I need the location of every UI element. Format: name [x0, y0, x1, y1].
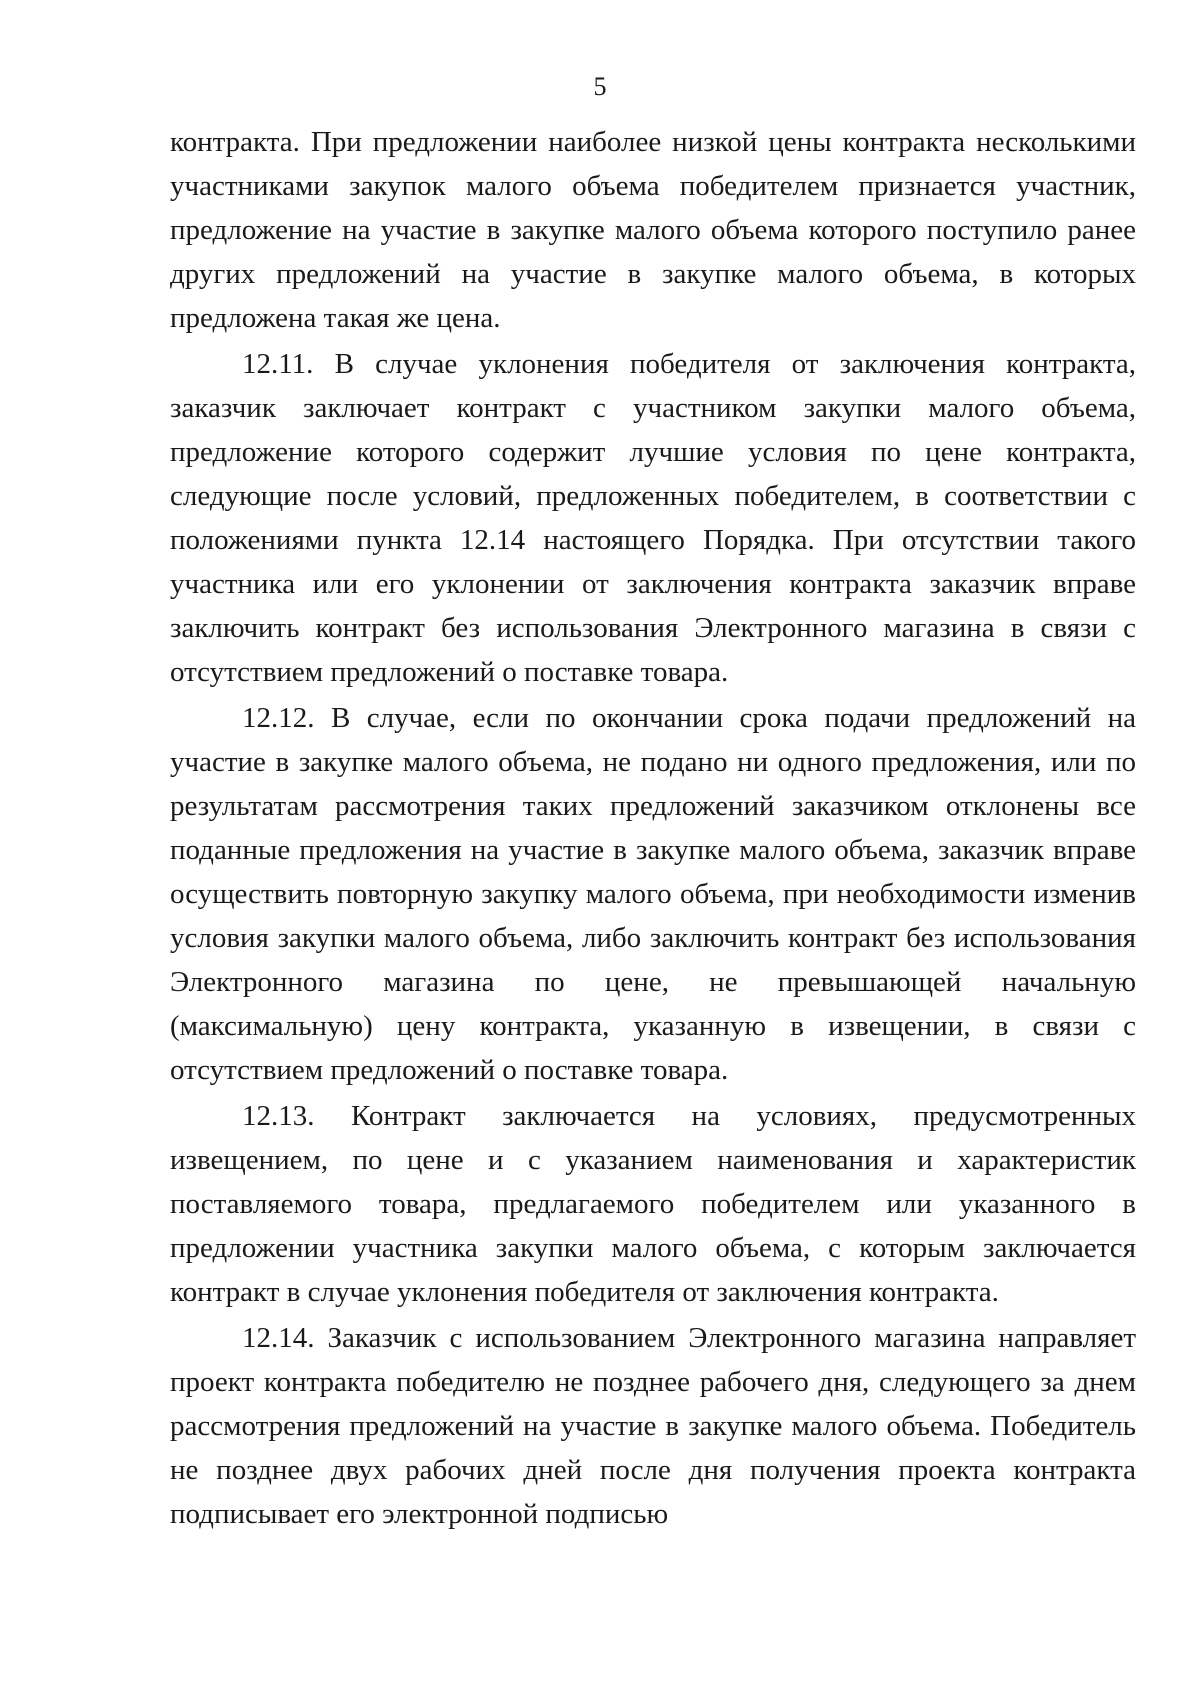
- paragraph-12-11: 12.11. В случае уклонения победителя от заключения контракта, заказчик заключает контракт с участником закупки малого объема, предложение которого содержит лучшие условия по цене контракта, следующие после условий, предложенных победителем, в соответствии с положениями пункта 12.14 настоящего Порядка. При отсутствии такого участника или его уклонении от заключения контракта заказчик вправе заключить контракт без использования Электронного магазина в связи с отсутствием предложений о поставке товара.: [170, 348, 1136, 688]
- paragraph-12-13: 12.13. Контракт заключается на условиях, предусмотренных извещением, по цене и с указанием наименования и характеристик поставляемого товара, предлагаемого победителем или указанного в предложении участника закупки малого объема, с которым заключается контракт в случае уклонения победителя от заключения контракта.: [170, 1100, 1136, 1308]
- paragraph-12-12: 12.12. В случае, если по окончании срока подачи предложений на участие в закупке малого объема, не подано ни одного предложения, или по результатам рассмотрения таких предложений заказчиком отклонены все поданные предложения на участие в закупке малого объема, заказчик вправе осуществить повторную закупку малого объема, при необходимости изменив условия закупки малого объема, либо заключить контракт без использования Электронного магазина по цене, не превышающей начальную (максимальную) цену контракта, указанную в извещении, в связи с отсутствием предложений о поставке товара.: [170, 702, 1136, 1086]
- document-body: [170, 120, 1136, 1536]
- paragraph-continuation: контракта. При предложении наиболее низкой цены контракта несколькими участниками закупок малого объема победителем признается участник, предложение на участие в закупке малого объема которого поступило ранее других предложений на участие в закупке малого объема, в которых предложена такая же цена.: [170, 126, 1136, 334]
- paragraph-12-14: 12.14. Заказчик с использованием Электронного магазина направляет проект контракта победителю не позднее рабочего дня, следующего за днем рассмотрения предложений на участие в закупке малого объема. Победитель не позднее двух рабочих дней после дня получения проекта контракта подписывает его электронной подписью: [170, 1322, 1136, 1530]
- page-number: 5: [593, 72, 607, 101]
